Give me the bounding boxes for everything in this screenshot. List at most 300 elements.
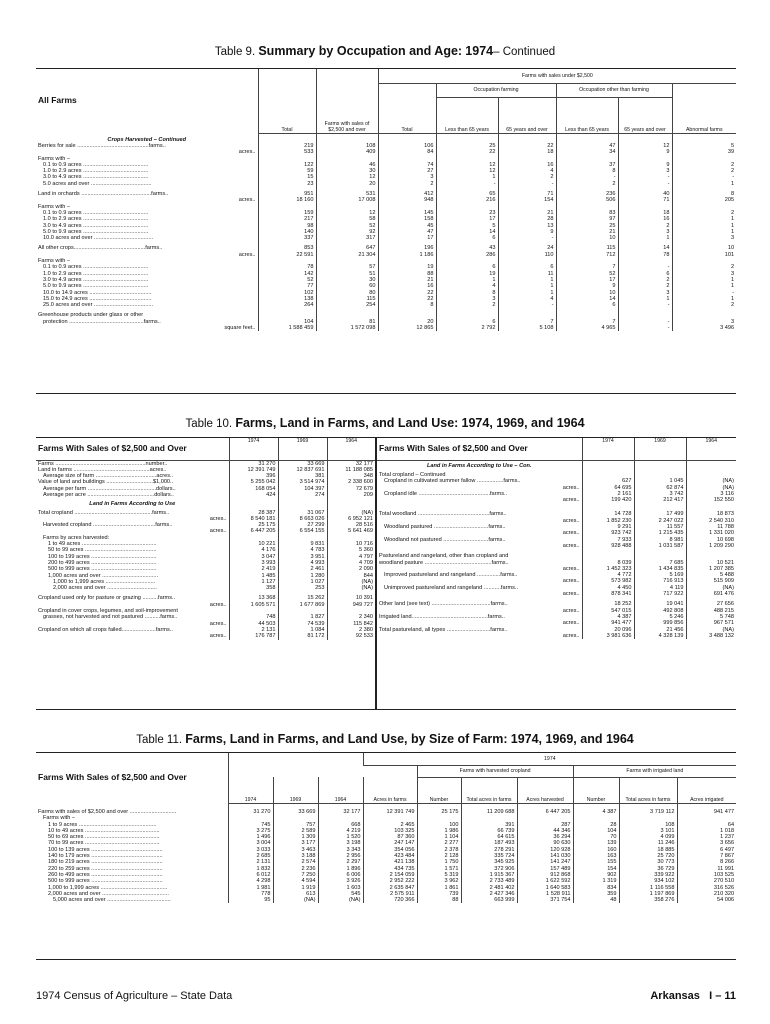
cell-value: 104 [258,319,316,325]
table11-title-text: Farms, Land in Farms, and Land Use, by Size of Farm: [185,732,508,746]
cell-value: 2 635 847 [363,885,417,891]
cell-value: 6 [436,264,498,270]
cell-value: 66 739 [461,828,517,834]
cell-value: 21 304 [316,252,378,258]
cell-value: 52 [556,271,618,277]
cell-value: (NA) [273,897,318,903]
table11-col-head: Total acres in farms [619,777,677,803]
cell-value: (NA) [686,585,736,591]
row-label: 3.0 to 4.9 acres .......................................... [43,174,149,181]
cell-value: 613 [273,891,318,897]
cell-value: 254 [316,302,378,308]
cell-value: 115 [316,296,378,302]
cell-value: 8 [672,191,736,197]
cell-value: 40 [618,191,672,197]
cell-value: 25 [436,143,498,149]
cell-value: 358 276 [619,897,677,903]
cell-value: 4 219 [318,828,363,834]
cell-value: 3 343 [318,847,363,853]
row-label: acres.. [562,578,580,585]
cell-value: 4 797 [327,554,375,560]
row-label: acres.. [209,528,227,535]
table9-number: Table 9. [214,46,256,58]
table9-title-suffix: – Continued [493,46,556,58]
cell-value: 3 926 [318,878,363,884]
cell-value: 100 [417,822,461,828]
cell-value: 999 856 [634,620,686,626]
table-row [36,325,736,331]
cell-value: 92 [316,229,378,235]
cell-value: 6 [436,319,498,325]
cell-value: 44 346 [517,828,573,834]
cell-value: 2 [436,302,498,308]
table9 [36,68,736,394]
cell-value: 9 [618,149,672,155]
row-label: Average per farm ............................................dollars.. [43,485,176,492]
cell-value: - [618,174,672,180]
cell-value: 3 [672,271,736,277]
cell-value: 2 247 022 [634,518,686,524]
cell-value: 1 603 [318,885,363,891]
cell-value: 78 [618,252,672,258]
cell-value: 44 503 [229,621,278,627]
cell-value: 531 [316,191,378,197]
table11-col-head: Acres irrigated [677,777,736,803]
cell-value: (NA) [686,627,736,633]
cell-value: 412 [378,191,436,197]
cell-value: 21 [556,229,618,235]
cell-value: 1 [498,283,556,289]
table9-section: Crops Harvested – Continued [107,136,187,143]
cell-value: 1 [672,223,736,229]
cell-value: 1 896 [318,866,363,872]
cell-value: 1 197 869 [619,891,677,897]
cell-value: 1 861 [417,885,461,891]
cell-value: 2 465 [363,822,417,828]
row-label: Greenhouse products under glass or other [38,312,144,319]
table11-grid [36,753,736,903]
cell-value: 6 952 121 [327,516,375,522]
table10-left-grid [36,438,375,640]
cell-value: 8 540 181 [229,516,278,522]
cell-value: 2 [672,168,736,174]
cell-value: 217 [258,216,316,222]
table11-number: Table 11. [136,734,183,746]
row-label: acres.. [209,620,227,627]
row-label: acres.. [562,484,580,491]
cell-value: 28 [573,822,619,828]
spacer-cell [327,498,375,509]
cell-value: 647 [316,245,378,251]
cell-value: 853 [258,245,316,251]
cell-value: 3 275 [228,828,273,834]
cell-value: 103 325 [363,828,417,834]
cell-value: 87 360 [363,834,417,840]
cell-value: 81 [316,319,378,325]
cell-value: 11 557 [634,524,686,530]
cell-value: 10 [672,245,736,251]
row-label: 500 to 999 acres .......................................... [48,566,157,573]
cell-value: (NA) [686,478,736,484]
cell-value: 103 525 [677,872,736,878]
cell-value: 77 [258,283,316,289]
cell-value: 95 [228,897,273,903]
cell-value: 3 [378,174,436,180]
row-label: Other land (see text) ......................................farms.. [379,601,508,608]
cell-value: 4 772 [582,572,634,578]
cell-value: 9 [498,229,556,235]
row-label: 0.1 to 0.9 acres .......................................... [43,264,149,271]
cell-value: 270 510 [677,878,736,884]
row-label: 50 to 69 acres ................................................ [48,834,160,841]
cell-value: 4 [498,296,556,302]
cell-value: 371 754 [517,897,573,903]
cell-value: 62 874 [634,485,686,491]
row-label: 5.0 to 9.9 acres .......................................... [43,228,149,235]
cell-value: 1 622 592 [517,878,573,884]
cell-value: 1 981 [228,885,273,891]
cell-value: 106 [378,143,436,149]
table9-title-year: 1974 [465,44,494,58]
cell-value: 74 [378,162,436,168]
cell-value: (NA) [327,510,375,516]
cell-value: 2 575 911 [363,891,417,897]
cell-value: 1 319 [573,878,619,884]
cell-value: 78 [258,264,316,270]
cell-value: 3 [672,235,736,241]
cell-value: 22 [378,290,436,296]
cell-value: 2 [618,277,672,283]
cell-value: 142 [258,271,316,277]
cell-value: 286 [436,252,498,258]
cell-value: 19 [378,264,436,270]
cell-value: 18 885 [619,847,677,853]
cell-value: 5 108 [498,325,556,331]
cell-value: 8 663 026 [278,516,327,522]
cell-value: 14 728 [582,511,634,517]
table11-col-head: 1969 [273,777,318,803]
cell-value: 3 [672,319,736,325]
cell-value: 4 119 [634,585,686,591]
cell-value: 3 981 636 [582,633,634,639]
cell-value: 15 [258,174,316,180]
cell-value: 20 [378,319,436,325]
cell-value: 3 514 974 [278,479,327,485]
table10-left-stub-head: Farms With Sales of $2,500 and Over [38,442,187,453]
cell-value: 8 039 [582,560,634,566]
table11-title [0,732,770,746]
cell-value: 1 [672,181,736,187]
cell-value: 2 [672,264,736,270]
cell-value: 209 [327,492,375,498]
cell-value: 7 685 [634,560,686,566]
row-label: 5.0 acres and over ....................................... [43,180,152,187]
row-label: Total cropland ..................................................farms.. [38,509,170,516]
cell-value: 748 [229,614,278,620]
table10-title-years: 1974, 1969, and 1964 [461,416,585,430]
cell-value: 4 387 [582,614,634,620]
cell-value: 145 [378,210,436,216]
cell-value: 3 993 [229,560,278,566]
cell-value: 59 [258,168,316,174]
cell-value: 160 [573,847,619,853]
cell-value: 1 434 835 [634,566,686,572]
row-label: 180 to 219 acres .............................................. [48,859,163,866]
cell-value: 28 516 [327,522,375,528]
cell-value: 70 [573,834,619,840]
cell-value: - [672,174,736,180]
cell-value: 948 [378,197,436,203]
row-label: Cropland used only for pasture or grazing ..........farms.. [38,595,176,602]
cell-value: 101 [672,252,736,258]
cell-value: 9 [556,283,618,289]
cell-value: 64 695 [582,485,634,491]
cell-value: - [618,181,672,187]
cell-value: 335 724 [461,853,517,859]
cell-value: 12 865 [378,325,436,331]
cell-value: 199 420 [582,497,634,503]
cell-value: 23 [258,181,316,187]
cell-value: 1 915 367 [461,872,517,878]
cell-value: 2 540 310 [686,518,736,524]
cell-value: 274 [278,492,327,498]
cell-value: 358 [229,585,278,591]
cell-value: 7 867 [677,853,736,859]
cell-value: 10 [556,235,618,241]
cell-value: 3 488 132 [686,633,736,639]
cell-value: 1 104 [417,834,461,840]
cell-value: 5 246 [634,614,686,620]
row-label: acres.. [562,607,580,614]
cell-value: 22 [378,296,436,302]
cell-value: 236 [556,191,618,197]
cell-value: 1 [672,283,736,289]
cell-value: 47 [556,143,618,149]
cell-value: 83 [556,210,618,216]
table9-body [36,143,736,331]
cell-value: 92 533 [327,633,375,639]
cell-value: - [672,290,736,296]
table11 [36,752,736,960]
cell-value: 216 [436,197,498,203]
cell-value: 8 [436,290,498,296]
cell-value: 941 477 [582,620,634,626]
cell-value: 11 188 085 [327,467,375,473]
cell-value: 4 [436,283,498,289]
cell-value: 18 [498,149,556,155]
row-label: 25.0 acres and over ...................................... [43,302,154,309]
cell-value: 196 [378,245,436,251]
cell-value: 1 [436,277,498,283]
table11-body [36,809,736,903]
cell-value: 24 [498,245,556,251]
cell-value: 264 [258,302,316,308]
cell-value: 31 067 [278,510,327,516]
cell-value: 3 951 [278,554,327,560]
cell-value: 98 [258,223,316,229]
cell-value: 154 [573,866,619,872]
row-label: Cropland in cultivated summer fallow .................farms.. [384,478,521,485]
cell-value: 12 [436,168,498,174]
cell-value: 2 161 [582,491,634,497]
cell-value: 372 906 [461,866,517,872]
cell-value: 7 250 [273,872,318,878]
spacer-cell [229,498,278,509]
cell-value: 12 [316,174,378,180]
cell-value: 4 993 [278,560,327,566]
cell-value: 168 054 [229,486,278,492]
cell-value: 17 499 [634,511,686,517]
row-label: 10.0 acres and over ...................................... [43,235,154,242]
cell-value: 3 [618,290,672,296]
row-label: 1,000 to 1,999 acres ................................ [53,578,156,585]
table9-stub-head: All Farms [38,94,77,105]
cell-value: 2 [618,283,672,289]
table11-title-years: 1974, 1969, and 1964 [510,732,634,746]
row-label: Irrigated land.................................................farms.. [379,613,505,620]
cell-value: 1 031 587 [634,543,686,549]
table-row [36,460,375,467]
table10-number: Table 10. [185,418,233,430]
row-label: All other crops..............................................farms.. [38,245,163,252]
cell-value: 10 521 [686,560,736,566]
cell-value: 22 [498,143,556,149]
table10-right-h-1974: 1974 [582,438,634,460]
cell-value: 155 [573,859,619,865]
cell-value: 32 177 [327,460,375,467]
cell-value: 5 169 [634,572,686,578]
table9-h-less65b: Less than 65 years [556,97,618,133]
table10-right-grid [377,438,736,639]
cell-value: 18 [618,210,672,216]
cell-value: 19 [436,271,498,277]
cell-value: 1 127 [229,579,278,585]
row-label: 100 to 199 acres .......................................... [48,553,157,560]
row-label: acres.. [562,517,580,524]
cell-value: 712 [556,252,618,258]
cell-value: 396 [229,473,278,479]
cell-value: 348 [327,473,375,479]
cell-value: 2 733 489 [461,878,517,884]
cell-value: 391 [461,822,517,828]
cell-value: 43 [436,245,498,251]
cell-value: 337 [258,235,316,241]
row-label: acres.. [238,197,256,204]
cell-value: 381 [278,473,327,479]
cell-value: 74 539 [278,621,327,627]
cell-value: 1 [672,296,736,302]
cell-value: 2 338 600 [327,479,375,485]
cell-value: 210 320 [677,891,736,897]
row-label: 1,000 acres and over .................................... [48,572,159,579]
cell-value: 15 262 [278,595,327,601]
cell-value: 547 015 [582,608,634,614]
cell-value: 6 447 205 [229,528,278,534]
cell-value: 533 [258,149,316,155]
cell-value: 1 207 385 [686,566,736,572]
cell-value: 159 [258,210,316,216]
row-label: 200 to 499 acres .......................................... [48,559,157,566]
cell-value: 23 [436,210,498,216]
cell-value: 13 368 [229,595,278,601]
cell-value: 21 456 [634,627,686,633]
row-label: Berries for sale ..............................................farms.. [38,143,166,149]
table9-h-total2: Total [378,83,436,133]
cell-value: 1 [672,216,736,222]
table10-right-h-1964: 1964 [686,438,736,460]
table10-left-body [36,460,375,640]
cell-value: 176 787 [229,633,278,639]
cell-value: 1 [498,290,556,296]
row-label: 1.0 to 2.9 acres .......................................... [43,168,149,175]
cell-value: 1 452 323 [582,566,634,572]
row-label: square feet.. [224,325,256,332]
cell-value: 4 594 [273,878,318,884]
cell-value: 102 [258,290,316,296]
cell-value: 104 397 [278,486,327,492]
cell-value: 716 913 [634,578,686,584]
cell-value: 3 463 [273,847,318,853]
cell-value: 434 735 [363,866,417,872]
cell-value: 7 [556,319,618,325]
cell-value: 2 [672,210,736,216]
cell-value: 52 [258,277,316,283]
cell-value: 5 748 [686,614,736,620]
cell-value: 409 [316,149,378,155]
row-label: 50 to 99 acres .............................................. [48,547,157,554]
row-label: 2,000 acres and over ................................ [53,585,157,592]
row-label: Farms by acres harvested: [43,534,110,541]
cell-value: 39 [672,149,736,155]
cell-value: 27 [378,168,436,174]
cell-value: 967 571 [686,620,736,626]
cell-value: 4 965 [556,325,618,331]
cell-value: - [618,325,672,331]
table9-h-65overb: 65 years and over [618,97,672,133]
row-label: acres.. [238,149,256,156]
cell-value: 2 956 [318,853,363,859]
table11-stub-head: Farms With Sales of $2,500 and Over [38,771,187,782]
cell-value: 2 128 [417,853,461,859]
cell-value: 90 630 [517,840,573,846]
row-label: acres.. [562,497,580,504]
row-label: Cropland in cover crops, legumes, and soil-improvement [38,608,178,615]
row-label: Improved pastureland and rangeland ...............farms.. [384,572,518,579]
cell-value: 16 [498,162,556,168]
cell-value: 3 [436,296,498,302]
cell-value: 32 177 [318,809,363,815]
cell-value: 2 236 [273,866,318,872]
cell-value: 691 476 [686,591,736,597]
row-label: Farms with – [38,203,71,210]
cell-value: 36 729 [619,866,677,872]
cell-value: - [498,302,556,308]
row-label: Unimproved pastureland and rangeland ...........farms.. [384,584,519,591]
cell-value: (NA) [327,585,375,591]
cell-value: 14 [556,296,618,302]
cell-value: 515 909 [686,578,736,584]
cell-value: 8 [556,168,618,174]
cell-value: 1 677 869 [278,602,327,608]
cell-value: 212 417 [634,497,686,503]
cell-value: 316 526 [677,885,736,891]
table9-h-sales-over: Farms with sales of $2,500 and over [316,69,378,133]
row-label: Average size of farm .......................................acres.. [43,473,174,480]
cell-value: 11 209 688 [461,809,517,815]
cell-value: 110 [498,252,556,258]
cell-value: 1 [498,277,556,283]
cell-value: 3 496 [672,325,736,331]
